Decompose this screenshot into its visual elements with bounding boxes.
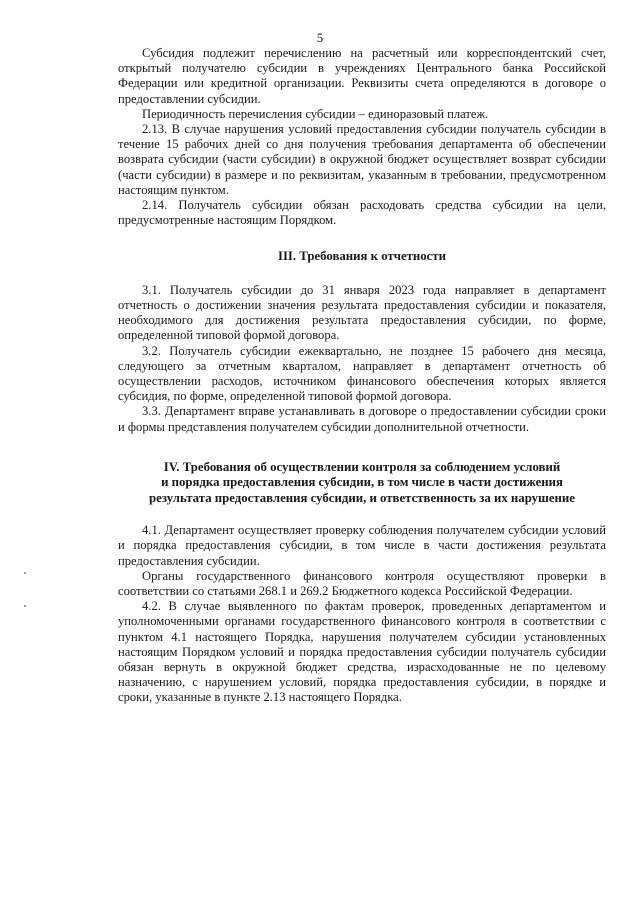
paragraph-4-1: 4.1. Департамент осуществляет проверку соблюдения получателем субсидии условий и порядка предоставления субсидии, в том числе в части достижения результата предоставления субсидии. [118, 523, 606, 568]
paragraph-financial-control: Органы государственного финансового контроля осуществляют проверки в соответствии со статьями 268.1 и 269.2 Бюджетного кодекса Российской Федерации. [118, 568, 606, 598]
paragraph-3-3: 3.3. Департамент вправе устанавливать в договоре о предоставлении субсидии сроки и формы представления получателем субсидии дополнительной отчетности. [118, 404, 606, 434]
paragraph-3-2: 3.2. Получатель субсидии ежеквартально, не позднее 15 рабочего дня месяца, следующего за отчетным кварталом, направляет в департамент отчетность об осуществлении расходов, источником финансового обеспечения которых является субсидия, по форме, определенной типовой формой договора. [118, 343, 606, 404]
paragraph-3-1: 3.1. Получатель субсидии до 31 января 2023 года направляет в департамент отчетность о достижении значения результата предоставления субсидии и показателя, необходимого для достижения результата предоставления субсидии, по форме, определенной типовой формой договора. [118, 282, 606, 343]
page-number: 5 [316, 30, 324, 45]
scan-margin-mark [24, 605, 26, 607]
paragraph-2-13: 2.13. В случае нарушения условий предоставления субсидии получатель субсидии в течение 15 рабочих дней со дня получения требования департамента об обеспечении возврата субсидии (части субсидии) в окружной бюджет осуществляет возврат субсидии (части субсидии) в размере и по реквизитам, указанным в требовании, предусмотренном настоящим пунктом. [118, 122, 606, 197]
scan-margin-mark [24, 572, 26, 574]
paragraph-payment-frequency: Периодичность перечисления субсидии – единоразовый платеж. [142, 106, 489, 121]
section-3-heading: III. Требования к отчетности [277, 249, 447, 264]
paragraph-4-2: 4.2. В случае выявленного по фактам проверок, проведенных департаментом и уполномоченными органами государственного финансового контроля в соответствии с пунктом 4.1 настоящего Порядка, нарушения получателем субсидии установленных настоящим Порядком условий и порядка предоставления субсидии получатель субсидии обязан вернуть в окружной бюджет средства, израсходованные не по целевому назначению, с нарушением условий, порядка предоставления субсидии, в порядке и сроки, указанные в пункте 2.13 настоящего Порядка. [118, 599, 606, 705]
document-body [118, 46, 606, 706]
paragraph-subsidy-transfer: Субсидия подлежит перечислению на расчетный или корреспондентский счет, открытый получателю субсидии в учреждениях Центрального банка Российской Федерации или кредитной организации. Реквизиты счета определяются в договоре о предоставлении субсидии. [118, 46, 606, 106]
paragraph-2-14: 2.14. Получатель субсидии обязан расходовать средства субсидии на цели, предусмотренные настоящим Порядком. [118, 198, 606, 228]
section-4-heading-line: IV. Требования об осуществлении контроля за соблюдением условий [163, 459, 561, 474]
section-4-heading-line: результата предоставления субсидии, и ответственность за их нарушение [149, 490, 575, 505]
section-4-heading [118, 460, 606, 506]
section-4-heading-line: и порядка предоставления субсидии, в том числе в части достижения [161, 475, 563, 490]
